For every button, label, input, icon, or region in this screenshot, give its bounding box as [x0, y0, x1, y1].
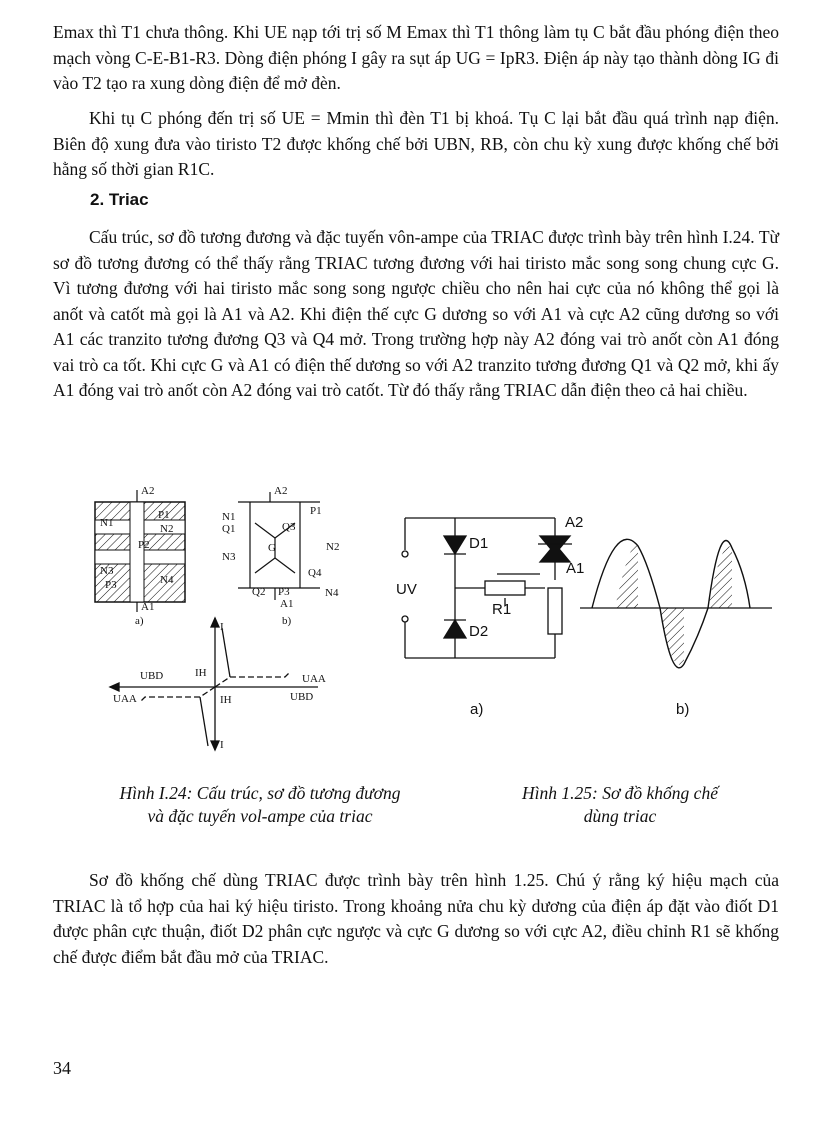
- paragraph-4-text: Sơ đồ khống chế dùng TRIAC được trình bày trên hình 1.25. Chú ý rằng ký hiệu mạch của TRIAC là tổ hợp của hai ký hiệu tiristo. Trong khoảng nửa chu kỳ dương của điện áp đặt vào điốt D1 được phân cực thuận, điốt D2 phân cực ngược và cực G dương so với cực A2, điều chỉnh R1 sẽ khống chế được điểm bắt đầu mở của TRIAC.: [53, 870, 779, 967]
- label-n1: N1: [100, 517, 114, 529]
- page-number: 34: [53, 1058, 71, 1078]
- paragraph-4: [53, 868, 779, 970]
- caption-fig-125-line1: Hình 1.25: Sơ đồ khống chế: [522, 783, 718, 803]
- label-a1-equiv: A1: [280, 598, 294, 610]
- label-n4-equiv: N4: [325, 587, 339, 599]
- label-ubd-left: UBD: [140, 670, 164, 682]
- label-n2: N2: [160, 523, 174, 535]
- triac-waveform: [580, 539, 772, 667]
- label-i-bottom: I: [220, 739, 224, 751]
- label-q3: Q3: [282, 521, 296, 533]
- label-a1-struct: A1: [141, 601, 155, 613]
- caption-fig-125-line2: dùng triac: [583, 806, 657, 826]
- label-p2: P2: [138, 539, 150, 551]
- label-ih-bottom: IH: [220, 694, 232, 706]
- triac-equivalent-circuit: [238, 492, 320, 600]
- label-uv: UV: [396, 581, 417, 598]
- paragraph-2: [53, 106, 779, 183]
- caption-fig-124-line1: Hình I.24: Cấu trúc, sơ đồ tương đương: [119, 783, 401, 803]
- label-uaa-left: UAA: [113, 693, 137, 705]
- label-fig124-a: a): [135, 615, 144, 627]
- label-p1: P1: [158, 509, 170, 521]
- label-n4: N4: [160, 574, 174, 586]
- label-n3: N3: [100, 565, 114, 577]
- label-a2-struct: A2: [141, 485, 155, 497]
- label-uaa-right: UAA: [302, 673, 326, 685]
- label-p1-equiv: P1: [310, 505, 322, 517]
- caption-fig-124: [80, 782, 440, 828]
- figures-svg: [0, 478, 816, 778]
- paragraph-3: [53, 225, 779, 404]
- label-ubd-right: UBD: [290, 691, 314, 703]
- label-n3-equiv: N3: [222, 551, 236, 563]
- triac-vi-characteristic: [110, 618, 318, 750]
- paragraph-1-text: Emax thì T1 chưa thông. Khi UE nạp tới trị số M Emax thì T1 thông làm tụ C bắt đầu phóng điện theo mạch vòng C-E-B1-R3. Dòng điện phóng I gây ra sụt áp UG = IpR3. Điện áp này tạo thành dòng IG đi vào T2 tạo ra xung dòng điện để mở đèn.: [53, 22, 779, 93]
- label-a1-circuit: A1: [566, 560, 585, 577]
- section-heading: 2. Triac: [90, 190, 149, 209]
- label-d2: D2: [469, 623, 489, 640]
- label-n2-equiv: N2: [326, 541, 340, 553]
- paragraph-3-text: Cấu trúc, sơ đồ tương đương và đặc tuyến vôn-ampe của TRIAC được trình bày trên hình I.24. Từ sơ đồ tương đương có thể thấy rằng TRIAC tương đương với hai tiristo mắc song song chung cực G. Vì tương đương với hai tiristo mắc song song ngược chiều cho nên hai cực của nó không thể gọi là anốt và catốt mà gọi là A1 và A2. Khi điện thế cực G dương so với A1 và cực A2 cũng dương so với A1 các tranzito tương đương Q3 và Q4 mở. Trong trường hợp này A2 đóng vai trò anốt còn A1 đóng vai trò ca tốt. Khi cực G và A1 có điện thế dương so với A2 tranzito tương đương Q1 và Q2 mở, khi ấy A1 đóng vai trò anốt còn A2 đóng vai trò catốt. Từ đó thấy rằng TRIAC dẫn điện theo cả hai chiều.: [53, 227, 779, 400]
- label-r1: R1: [492, 601, 512, 618]
- label-g: G: [268, 542, 276, 554]
- label-fig125-b: b): [676, 701, 690, 718]
- label-q2: Q2: [252, 586, 266, 598]
- label-fig124-b: b): [282, 615, 292, 627]
- label-n1-equiv: N1: [222, 511, 236, 523]
- label-q1: Q1: [222, 523, 236, 535]
- paragraph-2-text: Khi tụ C phóng đến trị số UE = Mmin thì đèn T1 bị khoá. Tụ C lại bắt đầu quá trình nạp điện. Biên độ xung đưa vào tiristo T2 được khống chế bởi UBN, RB, còn chu kỳ xung được khống chế bởi hằng số thời gian R1C.: [53, 108, 779, 179]
- label-i-top: I: [220, 621, 224, 633]
- label-fig125-a: a): [470, 701, 484, 718]
- caption-fig-124-line2: và đặc tuyến vol-ampe của triac: [147, 806, 373, 826]
- paragraph-1: [53, 20, 779, 97]
- caption-fig-125: [470, 782, 770, 828]
- triac-structure-diagram: [95, 485, 185, 627]
- label-a2-equiv: A2: [274, 485, 288, 497]
- label-ih-top: IH: [195, 667, 207, 679]
- label-d1: D1: [469, 535, 489, 552]
- label-p3-equiv: P3: [278, 586, 290, 598]
- label-p3: P3: [105, 579, 117, 591]
- label-a2-circuit: A2: [565, 514, 584, 531]
- label-q4: Q4: [308, 567, 322, 579]
- figures-area: [0, 478, 816, 778]
